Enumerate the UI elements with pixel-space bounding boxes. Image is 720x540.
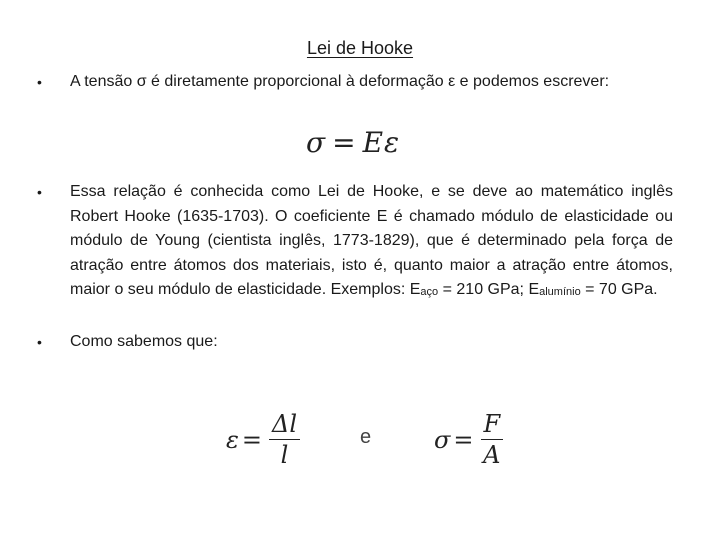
formula-stress <box>434 410 503 470</box>
bullet-text: Essa relação é conhecida como Lei de Hooke, e se deve ao matemático inglês Robert Hooke (1635-1703). O coeficiente E é chamado módulo de elasticidade ou módulo de Young (cientista inglês, 1773-1829), que é determinado pela força de atração entre átomos dos materiais, isto é, quanto maior a atração entre átomos, maior o seu módulo de elasticidade. Exemplos: Eaço = 210 GPa; Ealumínio = 70 GPa. <box>70 183 673 298</box>
formula-hooke <box>306 126 400 159</box>
fraction <box>481 410 504 470</box>
formula-lhs: σ <box>306 126 327 159</box>
formula-equals: = <box>453 426 474 454</box>
bullet-dot: • <box>37 184 42 200</box>
formula-conjunction: e <box>360 426 372 448</box>
bullet-item-como-sabemos <box>37 330 673 355</box>
formula-strain <box>226 410 300 470</box>
fraction-denominator: A <box>483 441 501 469</box>
fraction-numerator: F <box>481 410 504 440</box>
fraction-denominator: l <box>280 441 289 469</box>
bullet-dot: • <box>37 334 42 350</box>
bullet-text: A tensão σ é diretamente proporcional à deformação ε e podemos escrever: <box>70 73 610 90</box>
formula-equals: = <box>332 126 357 159</box>
subscript-aluminio: alumínio <box>539 286 581 298</box>
formula-equals: = <box>241 426 262 454</box>
bullet-text: Como sabemos que: <box>70 333 218 350</box>
bullet-item-tensao <box>37 70 673 95</box>
formula-lhs: ε <box>226 426 239 454</box>
bullet-item-hooke-description <box>37 180 673 304</box>
slide-title: Lei de Hooke <box>306 38 414 58</box>
fraction <box>269 410 300 470</box>
bullet-dot: • <box>37 74 42 90</box>
fraction-numerator: Δl <box>269 410 300 440</box>
formula-lhs: σ <box>434 426 451 454</box>
subscript-aco: aço <box>420 286 439 298</box>
formula-rhs: Eε <box>362 126 401 159</box>
